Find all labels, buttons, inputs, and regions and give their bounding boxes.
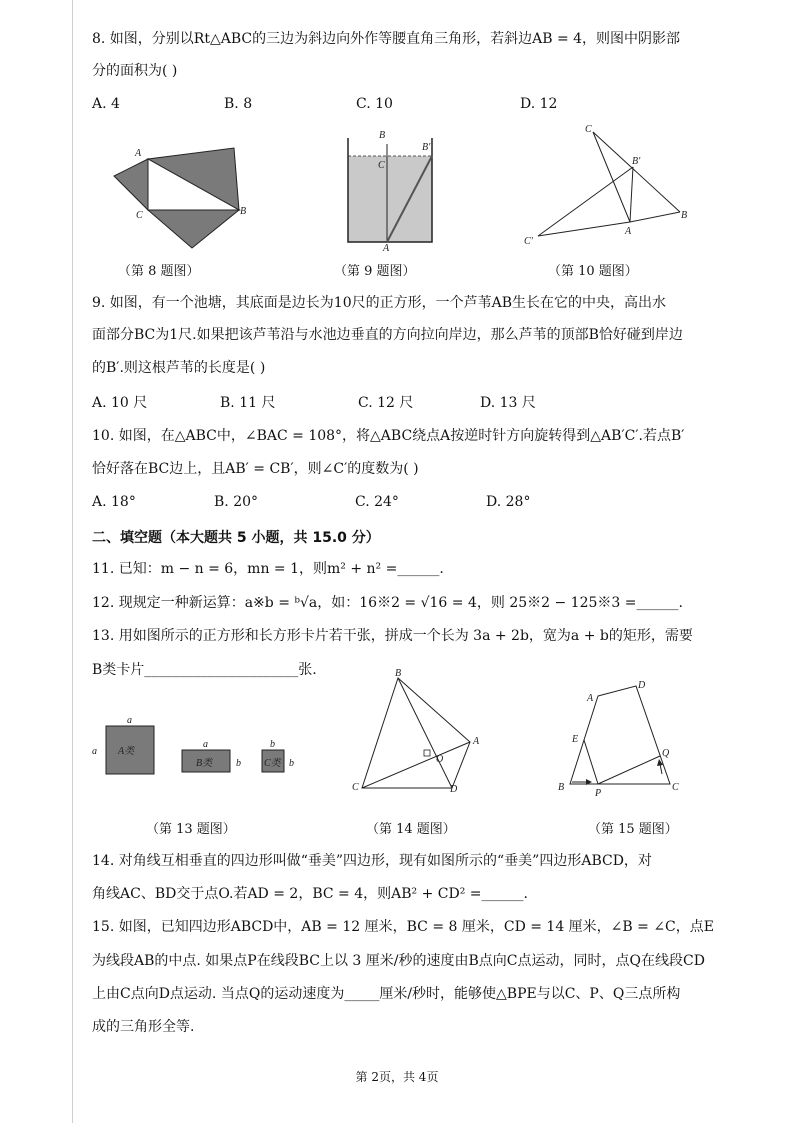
fig14-label-d: D xyxy=(450,784,458,795)
q10-line1: 10. 如图，在△ABC中，∠BAC = 108°，将△ABC绕点A按逆时针方向旋转得到△AB′C′.若点B′ xyxy=(92,428,685,444)
q11-line: 11. 已知：m − n = 6，mn = 1，则m² + n² =______. xyxy=(92,561,444,577)
q8-line1: 8. 如图，分别以Rt△ABC的三边为斜边向外作等腰直角三角形，若斜边AB = 4，则图中阴影部 xyxy=(92,31,681,47)
caption-fig9: （第 9 题图） xyxy=(334,264,416,279)
fig15-arrow-cq xyxy=(660,764,662,774)
fig8-label-c: C xyxy=(136,210,143,221)
q9-line3: 的B′.则这根芦苇的长度是( ) xyxy=(92,360,266,376)
fig14-label-a: A xyxy=(473,736,480,747)
q10-line2: 恰好落在BC边上，且AB′ = CB′，则∠C′的度数为( ) xyxy=(92,461,419,477)
fig13-label-c-top: b xyxy=(270,739,275,750)
fig13-label-b-side: b xyxy=(236,758,241,769)
fig9-label-b: B xyxy=(379,130,386,141)
caption-fig13: （第 13 题图） xyxy=(146,822,236,837)
caption-fig8: （第 8 题图） xyxy=(118,264,200,279)
fig13-label-a-top: a xyxy=(127,715,132,726)
fig8-label-b: B xyxy=(240,206,247,217)
fig15-label-p: P xyxy=(595,788,602,798)
figure-8 xyxy=(104,128,264,253)
q10-option-d: D. 28° xyxy=(486,494,531,510)
fig14-label-c: C xyxy=(352,782,359,793)
fig13-label-b-top: a xyxy=(203,739,208,750)
figure-13 xyxy=(86,712,302,778)
fig15-quad xyxy=(570,686,670,784)
fig10-label-c: C xyxy=(585,124,592,135)
caption-fig14: （第 14 题图） xyxy=(366,822,456,837)
fig8-label-a: A xyxy=(135,148,142,159)
q13-line2: B类卡片______________________张. xyxy=(92,662,317,678)
fig9-water xyxy=(348,156,432,242)
section-heading-fill-in: 二、填空题（本大题共 5 小题，共 15.0 分） xyxy=(92,530,380,546)
q8-option-c: C. 10 xyxy=(356,96,393,112)
fig15-label-e: E xyxy=(572,734,579,745)
fig9-label-c: C xyxy=(378,160,385,171)
fig9-label-a: A xyxy=(383,243,390,251)
fig15-label-b: B xyxy=(558,782,565,793)
q9-option-a: A. 10 尺 xyxy=(92,395,148,411)
caption-fig10: （第 10 题图） xyxy=(548,264,638,279)
q13-line1: 13. 用如图所示的正方形和长方形卡片若干张，拼成一个长为 3a + 2b，宽为a + b的矩形，需要 xyxy=(92,628,693,644)
q14-line1: 14. 对角线互相垂直的四边形叫做“垂美”四边形，现有如图所示的“垂美”四边形ABCD，对 xyxy=(92,853,652,869)
figure-14 xyxy=(346,666,496,796)
fig14-quad xyxy=(362,678,470,788)
fig13-label-a-left: a xyxy=(92,746,97,757)
fig9-label-b-prime: B' xyxy=(422,142,431,153)
q10-option-c: C. 24° xyxy=(355,494,399,510)
fig15-label-c: C xyxy=(672,782,679,793)
figure-9 xyxy=(340,126,440,251)
q12-line: 12. 现规定一种新运算：a※b = ᵇ√a，如：16※2 = √16 = 4，则 25※2 − 125※3 =______. xyxy=(92,595,683,611)
q10-option-a: A. 18° xyxy=(92,494,136,510)
figure-10 xyxy=(518,122,698,252)
q15-line1: 15. 如图，已知四边形ABCD中，AB = 12 厘米，BC = 8 厘米，CD = 14 厘米，∠B = ∠C，点E xyxy=(92,919,714,935)
fig13-text-b: B类 xyxy=(196,758,213,769)
margin-line xyxy=(72,0,73,1123)
caption-fig15: （第 15 题图） xyxy=(588,822,678,837)
q8-option-a: A. 4 xyxy=(92,96,120,112)
fig15-label-a: A xyxy=(587,693,594,704)
fig14-label-o: O xyxy=(436,754,444,765)
page-footer: 第 2页，共 4页 xyxy=(355,1070,439,1084)
q9-option-b: B. 11 尺 xyxy=(220,395,276,411)
fig13-text-a: A类 xyxy=(118,746,135,757)
fig10-label-b: B xyxy=(681,210,688,221)
q9-option-c: C. 12 尺 xyxy=(358,395,414,411)
q15-line2: 为线段AB的中点. 如果点P在线段BC上以 3 厘米/秒的速度由B点向C点运动，同时，点Q在线段CD xyxy=(92,953,705,969)
q14-line2: 角线AC、BD交于点O.若AD = 2，BC = 4，则AB² + CD² =______. xyxy=(92,886,528,902)
fig10-label-b-prime: B' xyxy=(632,156,641,167)
fig14-label-b: B xyxy=(395,668,402,679)
q9-option-d: D. 13 尺 xyxy=(480,395,536,411)
q9-line1: 9. 如图，有一个池塘，其底面是边长为10尺的正方形，一个芦苇AB生长在它的中央，高出水 xyxy=(92,295,667,311)
q8-line2: 分的面积为( ) xyxy=(92,63,178,79)
q10-option-b: B. 20° xyxy=(214,494,259,510)
figure-15 xyxy=(552,674,692,798)
q9-line2: 面部分BC为1尺.如果把该芦苇沿与水池边垂直的方向拉向岸边，那么芦苇的顶部B恰好碰到岸边 xyxy=(92,327,683,343)
fig8-shade-left xyxy=(114,159,148,210)
fig10-label-a: A xyxy=(625,226,632,237)
q15-line4: 成的三角形全等. xyxy=(92,1019,195,1035)
q8-option-d: D. 12 xyxy=(520,96,558,112)
q15-line3: 上由C点向D点运动. 当点Q的运动速度为_____厘米/秒时，能够使△BPE与以C、P、Q三点所构 xyxy=(92,986,681,1002)
fig10-label-c-prime: C' xyxy=(524,236,533,247)
fig13-text-c: C类 xyxy=(264,758,281,769)
fig13-label-c-side: b xyxy=(289,758,294,769)
fig15-label-q: Q xyxy=(662,748,670,759)
fig15-label-d: D xyxy=(638,680,646,691)
fig8-shade-bottom xyxy=(148,210,239,248)
q8-option-b: B. 8 xyxy=(224,96,253,112)
